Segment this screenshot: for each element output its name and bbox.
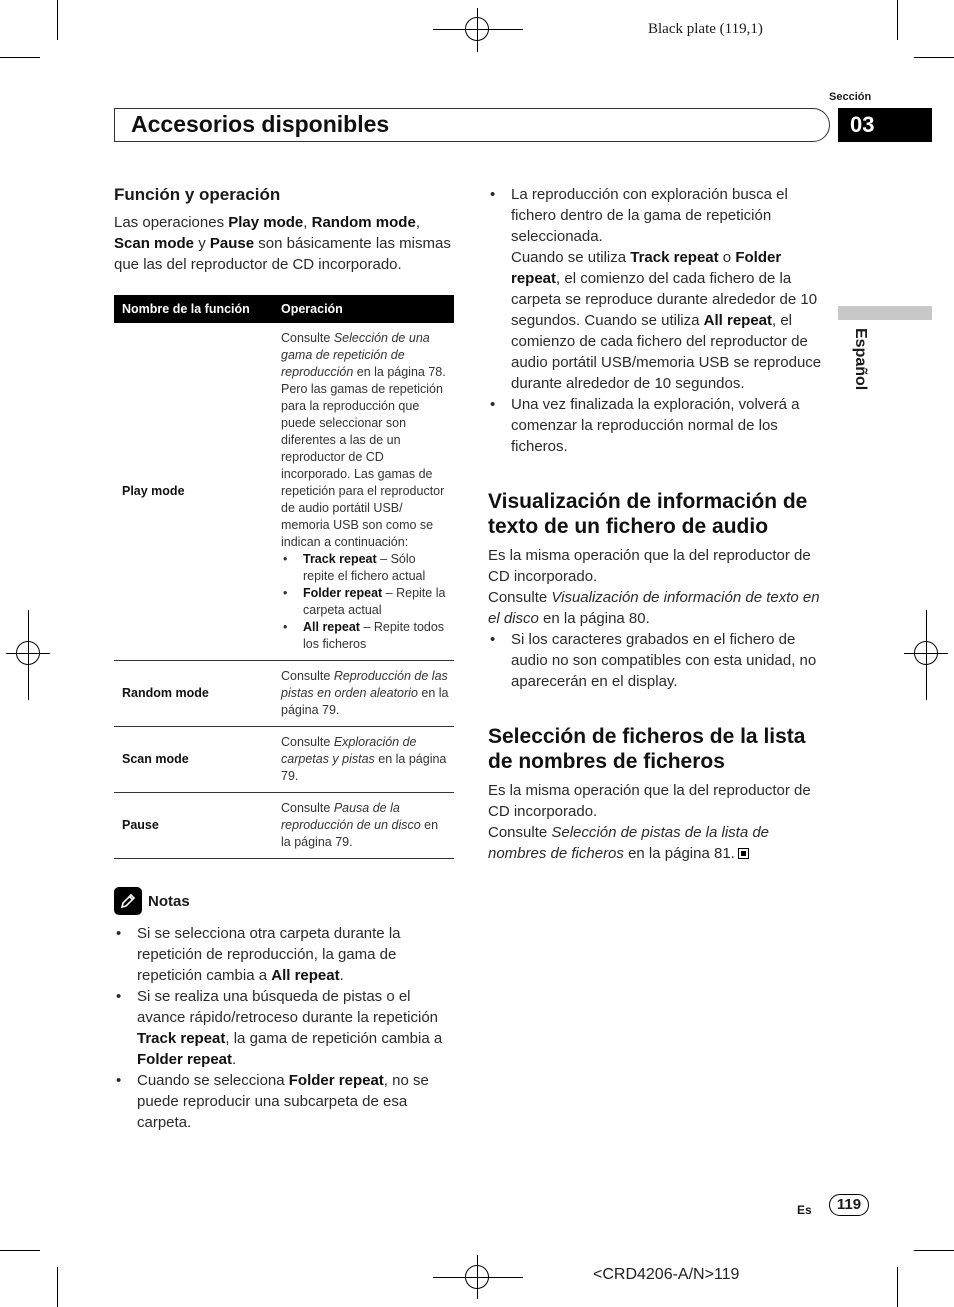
operation-extra: Pero las gamas de repetición para la reproducción que puede seleccionar son diferentes a las de un reproductor de CD incorporado. Las gamas de repetición para el reproductor de audio portátil USB/ memoria USB son como se indican a continuación: — [281, 382, 445, 549]
section2-paragraph: Es la misma operación que la del reproductor de CD incorporado. — [488, 782, 811, 820]
notes-list — [114, 923, 454, 1133]
list-item: • All repeat – Repite todos los ficheros — [303, 619, 450, 653]
crop-mark — [0, 1250, 40, 1251]
section-number: 03 — [838, 108, 932, 142]
function-name: Random mode — [114, 661, 273, 727]
pencil-icon — [114, 887, 142, 915]
function-name: Play mode — [114, 323, 273, 661]
function-operation: Consulte Reproducción de las pistas en orden aleatorio en la página 79. — [273, 661, 454, 727]
list-item: • Si se selecciona otra carpeta durante la repetición de reproducción, la gama de repetición cambia a All repeat. — [114, 923, 454, 986]
list-item: • Si los caracteres grabados en el fichero de audio no son compatibles con esta unidad, no aparecerán en el display. — [488, 629, 830, 692]
section-title-text-info: Visualización de información de texto de un fichero de audio — [488, 490, 808, 538]
function-heading: Función y operación — [114, 185, 281, 204]
function-table — [114, 295, 454, 859]
plate-label: Black plate (119,1) — [648, 21, 763, 37]
function-name: Scan mode — [114, 727, 273, 793]
column-header-name: Nombre de la función — [114, 295, 273, 323]
notes-title: Notas — [148, 892, 190, 910]
crop-mark — [914, 1250, 954, 1251]
section-title-file-list: Selección de ficheros de la lista de nombres de ficheros — [488, 725, 806, 773]
product-code: <CRD4206-A/N>119 — [593, 1266, 740, 1283]
page-title: Accesorios disponibles — [131, 111, 390, 137]
left-column — [114, 184, 454, 1133]
table-row — [114, 727, 454, 793]
right-column — [488, 184, 830, 864]
function-operation: Consulte Exploración de carpetas y pistas en la página 79. — [273, 727, 454, 793]
intro-paragraph: Las operaciones Play mode, Random mode, Scan mode y Pause son básicamente las mismas que las del reproductor de CD incorporado. — [114, 214, 451, 273]
table-row — [114, 661, 454, 727]
crop-mark — [0, 57, 40, 58]
table-row — [114, 793, 454, 859]
language-tab: Español — [852, 328, 869, 391]
crop-mark — [897, 1267, 898, 1307]
notes-header — [114, 887, 454, 915]
crop-mark — [897, 0, 898, 40]
list-item: • Una vez finalizada la exploración, volverá a comenzar la reproducción normal de los ficheros. — [488, 394, 830, 457]
list-item: • La reproducción con exploración busca el fichero dentro de la gama de repetición seleccionada. Cuando se utiliza Track repeat o Folder repeat, el comienzo del cada fichero de la carpeta se reproduce durante alrededor de 10 segundos. Cuando se utiliza All repeat, el comienzo de cada fichero del reproductor de audio portátil USB/memoria USB se reproduce durante alrededor de 10 segundos. — [488, 184, 830, 394]
list-item: • Si se realiza una búsqueda de pistas o el avance rápido/retroceso durante la repetición Track repeat, la gama de repetición cambia a Folder repeat. — [114, 986, 454, 1070]
section1-list — [488, 629, 830, 692]
function-name: Pause — [114, 793, 273, 859]
crop-mark — [57, 1267, 58, 1307]
section1-reference: Consulte Visualización de información de texto en el disco en la página 80. — [488, 589, 820, 627]
list-item: • Folder repeat – Repite la carpeta actual — [303, 585, 450, 619]
section2-reference: Consulte Selección de pistas de la lista de nombres de ficheros en la página 81. — [488, 824, 770, 862]
crop-mark — [914, 57, 954, 58]
function-operation: Consulte Selección de una gama de repetición de reproducción en la página 78. Pero las gamas de repetición para la reproducción que puede seleccionar son diferentes a las de un reproductor de CD incorporado. Las gamas de repetición para el reproductor de audio portátil USB/ memoria USB son como se indican a continuación: • Track repeat – Sólo repite el fichero actual • Folder repeat – Repite la carpeta actual • All repeat – Repite todos los ficheros — [273, 323, 454, 661]
function-operation: Consulte Pausa de la reproducción de un disco en la página 79. — [273, 793, 454, 859]
repeat-range-list — [281, 551, 450, 653]
language-tab-bar — [838, 306, 932, 320]
list-item: • Cuando se selecciona Folder repeat, no se puede reproducir una subcarpeta de esa carpeta. — [114, 1070, 454, 1133]
section1-paragraph: Es la misma operación que la del reproductor de CD incorporado. — [488, 547, 811, 585]
column-header-operation: Operación — [273, 295, 454, 323]
page-number: 119 — [829, 1194, 869, 1216]
end-mark-icon — [738, 848, 749, 859]
scan-notes-list — [488, 184, 830, 457]
crop-mark — [57, 0, 58, 40]
section-label: Sección — [829, 91, 872, 103]
table-header-row — [114, 295, 454, 323]
list-item: • Track repeat – Sólo repite el fichero actual — [303, 551, 450, 585]
table-row — [114, 323, 454, 661]
language-code: Es — [797, 1203, 812, 1217]
